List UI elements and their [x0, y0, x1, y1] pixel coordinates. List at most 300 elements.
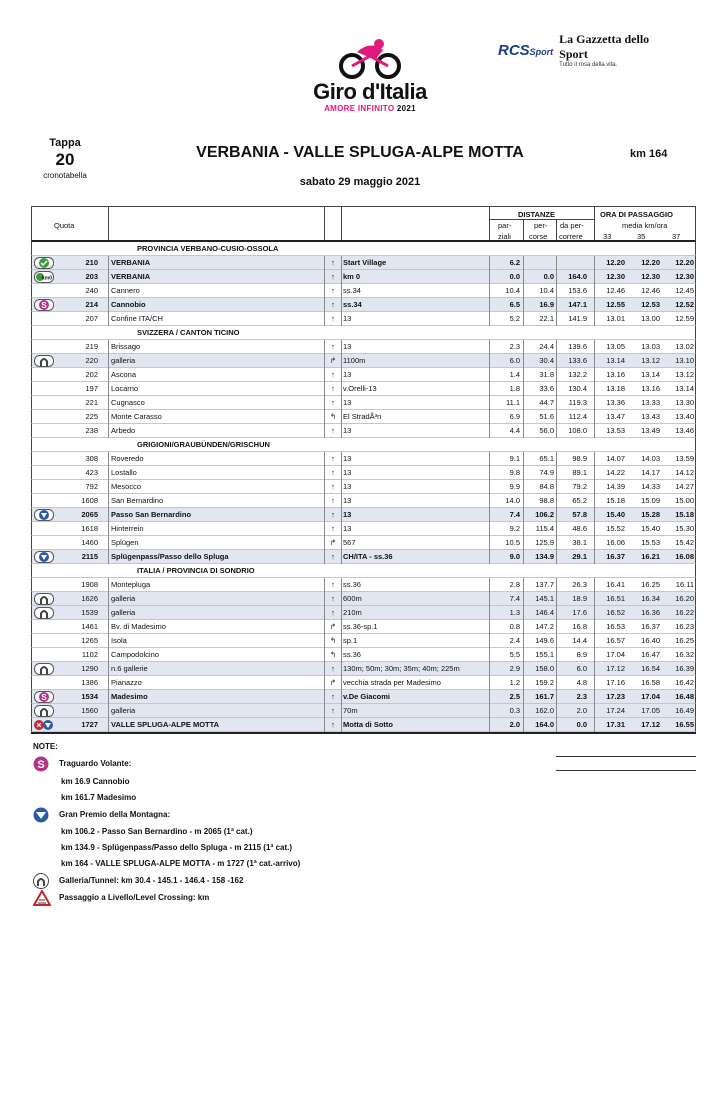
cell-o35: 13.33 — [641, 398, 660, 407]
table-row — [31, 340, 696, 354]
cell-arrow: ↑ — [331, 482, 335, 491]
cell-o37: 12.59 — [675, 314, 694, 323]
cell-o37: 13.59 — [675, 454, 694, 463]
cell-o33: 13.47 — [606, 412, 625, 421]
cell-arrow: ↑ — [331, 384, 335, 393]
cell-loc: Confine ITA/CH — [111, 314, 163, 323]
cell-dapc: 98.9 — [572, 454, 587, 463]
cell-parz: 5.2 — [509, 314, 520, 323]
table-row — [31, 662, 696, 676]
table-row — [31, 648, 696, 662]
cell-road: 567 — [343, 538, 356, 547]
cell-arrow: ↑ — [331, 706, 335, 715]
cell-loc: Splügenpass/Passo dello Spluga — [111, 552, 229, 561]
section-title: ITALIA / PROVINCIA DI SONDRIO — [137, 566, 255, 575]
cell-parz: 0.0 — [509, 272, 520, 281]
cell-parz: 0.8 — [509, 622, 520, 631]
cell-o35: 15.09 — [641, 496, 660, 505]
table-row — [31, 312, 696, 326]
table-row — [31, 690, 696, 704]
start-icon — [34, 257, 54, 269]
cell-o37: 16.23 — [675, 622, 694, 631]
cell-o37: 16.39 — [675, 664, 694, 673]
cell-loc: galleria — [111, 356, 136, 365]
cell-road: 600m — [343, 594, 362, 603]
cell-loc: Hinterrein — [111, 524, 144, 533]
cell-road: ss.34 — [343, 286, 361, 295]
giro-wordmark: Giro d'Italia — [313, 79, 427, 104]
cell-parz: 9.9 — [509, 482, 520, 491]
cell-o35: 13.14 — [641, 370, 660, 379]
cell-o35: 13.12 — [641, 356, 660, 365]
cell-perc: 16.9 — [539, 300, 554, 309]
cell-o33: 13.01 — [606, 314, 625, 323]
cell-road: 13 — [343, 482, 352, 491]
table-row — [31, 410, 696, 424]
cell-parz: 7.4 — [509, 510, 520, 519]
cell-loc: Ascona — [111, 370, 137, 379]
cell-quota: 1618 — [81, 524, 98, 533]
stage-number: 20 — [55, 150, 75, 169]
cell-parz: 0.3 — [509, 706, 520, 715]
cell-quota: 2065 — [81, 510, 98, 519]
cell-o33: 16.52 — [606, 608, 625, 617]
cell-road: v.Orelli-13 — [343, 384, 377, 393]
signature-line-1 — [556, 756, 696, 757]
cell-loc: Monte Carasso — [111, 412, 162, 421]
cell-road: 13 — [343, 496, 352, 505]
cell-perc: 10.4 — [539, 286, 554, 295]
cell-quota: 1534 — [81, 692, 98, 701]
cell-perc: 137.7 — [535, 580, 554, 589]
table-row — [31, 424, 696, 438]
cell-o35: 17.12 — [641, 720, 660, 729]
svg-text:km0: km0 — [41, 275, 53, 282]
section-header — [31, 326, 696, 340]
cell-o33: 14.22 — [606, 468, 625, 477]
cell-loc: VERBANIA — [111, 258, 151, 267]
cell-o35: 16.54 — [641, 664, 660, 673]
tunnel-icon — [33, 873, 49, 889]
stage-number-block — [30, 137, 100, 180]
cell-road: 13 — [343, 454, 352, 463]
tunnel-icon — [34, 705, 54, 717]
cell-o35: 12.46 — [641, 286, 660, 295]
table-row — [31, 550, 696, 564]
stage-title: VERBANIA - VALLE SPLUGA-ALPE MOTTA — [196, 144, 524, 161]
col-parziali-b: ziali — [498, 232, 511, 241]
cell-o37: 16.55 — [675, 720, 694, 729]
cell-parz: 7.4 — [509, 594, 520, 603]
cell-parz: 9.0 — [509, 552, 520, 561]
cell-parz: 2.8 — [509, 580, 520, 589]
tunnel-icon — [34, 663, 54, 675]
cell-dapc: 6.0 — [576, 664, 587, 673]
cell-quota: 214 — [85, 300, 98, 309]
cell-o37: 15.30 — [675, 524, 694, 533]
cell-quota: 1626 — [81, 594, 98, 603]
cell-o37: 16.32 — [675, 650, 694, 659]
cell-dapc: 133.6 — [568, 356, 587, 365]
table-row — [31, 536, 696, 550]
cell-o35: 16.34 — [641, 594, 660, 603]
cell-arrow: ↑ — [331, 286, 335, 295]
cell-o33: 14.39 — [606, 482, 625, 491]
cell-o33: 16.57 — [606, 636, 625, 645]
cell-road: Start Village — [343, 258, 387, 267]
cell-arrow: ↑ — [331, 608, 335, 617]
cell-o33: 17.16 — [606, 678, 625, 687]
sprint-icon — [34, 299, 54, 311]
cell-road: ss.36 — [343, 650, 361, 659]
stage-type: cronotabella — [43, 171, 87, 180]
cell-o37: 14.27 — [675, 482, 694, 491]
col-ora: ORA DI PASSAGGIO — [600, 210, 673, 219]
sprint-icon — [33, 756, 49, 772]
cell-perc: 164.0 — [535, 720, 554, 729]
cell-dapc: 139.6 — [568, 342, 587, 351]
stage-date: sabato 29 maggio 2021 — [299, 176, 421, 188]
cell-road: km 0 — [343, 272, 361, 281]
notes-title: NOTE: — [33, 742, 58, 751]
cell-quota: 210 — [85, 258, 98, 267]
cell-loc: Roveredo — [111, 454, 144, 463]
cell-parz: 10.5 — [505, 538, 520, 547]
cell-o33: 13.16 — [606, 370, 625, 379]
cell-o35: 15.28 — [641, 510, 660, 519]
cell-quota: 1560 — [81, 706, 98, 715]
section-header — [31, 438, 696, 452]
cell-dapc: 17.6 — [572, 608, 587, 617]
cell-o33: 13.36 — [606, 398, 625, 407]
table-row — [31, 606, 696, 620]
table-row — [31, 480, 696, 494]
note-galleria: Galleria/Tunnel: km 30.4 - 145.1 - 146.4 - 158 -162 — [59, 876, 244, 885]
cell-perc: 65.1 — [539, 454, 554, 463]
cell-parz: 9.1 — [509, 454, 520, 463]
table-row — [31, 368, 696, 382]
cell-loc: Campodolcino — [111, 650, 159, 659]
cell-perc: 84.8 — [539, 482, 554, 491]
cell-perc: 106.2 — [535, 510, 554, 519]
cell-parz: 10.4 — [505, 286, 520, 295]
cell-o35: 12.20 — [641, 258, 660, 267]
cell-perc: 30.4 — [539, 356, 554, 365]
cell-o37: 16.11 — [675, 580, 694, 589]
cell-arrow: ↑ — [331, 258, 335, 267]
cell-road: 13 — [343, 370, 352, 379]
cell-loc: Lostallo — [111, 468, 137, 477]
cell-quota: 207 — [85, 314, 98, 323]
cell-loc: Mesocco — [111, 482, 142, 491]
cell-o33: 12.20 — [606, 258, 625, 267]
cell-road: ss.34 — [343, 300, 362, 309]
cell-o37: 16.08 — [675, 552, 694, 561]
cell-o37: 13.12 — [675, 370, 694, 379]
cell-o35: 14.17 — [641, 468, 660, 477]
cell-parz: 4.4 — [509, 426, 520, 435]
cell-arrow: ↑ — [331, 398, 335, 407]
cell-parz: 5.5 — [509, 650, 520, 659]
cell-quota: 203 — [85, 272, 98, 281]
table-row — [31, 634, 696, 648]
col-dapercorrere-a: da per- — [560, 221, 584, 230]
stage-distance: km 164 — [630, 148, 668, 160]
cell-o33: 14.07 — [606, 454, 625, 463]
cell-arrow: ↱ — [329, 678, 337, 687]
cell-dapc: 164.0 — [568, 272, 587, 281]
col-speed-35: 35 — [637, 232, 646, 241]
cell-o37: 13.10 — [675, 356, 694, 365]
cell-o33: 15.52 — [606, 524, 625, 533]
cell-arrow: ↑ — [331, 426, 335, 435]
cell-o37: 12.52 — [675, 300, 694, 309]
cell-arrow: ↱ — [329, 622, 337, 631]
cell-quota: 1461 — [81, 622, 98, 631]
table-row — [31, 494, 696, 508]
cell-o35: 17.05 — [641, 706, 660, 715]
cell-o37: 14.12 — [675, 468, 694, 477]
cell-o35: 13.49 — [641, 426, 660, 435]
cell-o33: 13.18 — [606, 384, 625, 393]
cell-o35: 13.16 — [641, 384, 660, 393]
cell-road: CH/ITA - ss.36 — [343, 552, 393, 561]
cell-loc: Isola — [111, 636, 127, 645]
cell-road: ss.36-sp.1 — [343, 622, 378, 631]
table-row — [31, 704, 696, 718]
svg-text:S: S — [41, 693, 47, 702]
cell-quota: 1908 — [81, 580, 98, 589]
giro-logo — [300, 38, 440, 130]
cell-o37: 16.42 — [675, 678, 694, 687]
col-percorse-b: corse — [529, 232, 548, 241]
section-title: GRIGIONI/GRAUBÜNDEN/GRISCHUN — [137, 440, 270, 449]
cell-quota: 2115 — [81, 552, 98, 561]
note-gpm-2: km 134.9 - Splügenpass/Passo dello Spluga - m 2115 (1ª cat.) — [61, 843, 293, 852]
cell-dapc: 79.2 — [572, 482, 587, 491]
cell-o35: 16.47 — [641, 650, 660, 659]
table-row — [31, 396, 696, 410]
cell-loc: Madesimo — [111, 692, 148, 701]
cell-parz: 2.9 — [509, 664, 520, 673]
cell-road: 13 — [343, 426, 352, 435]
rcs-logo: RCSSport — [498, 41, 554, 59]
table-header — [31, 206, 696, 242]
svg-text:S: S — [37, 759, 45, 771]
cell-o37: 13.30 — [675, 398, 694, 407]
cell-o35: 16.58 — [641, 678, 660, 687]
cell-perc: 146.4 — [535, 608, 554, 617]
cell-dapc: 26.3 — [572, 580, 587, 589]
cell-quota: 225 — [85, 412, 98, 421]
cell-o35: 16.40 — [641, 636, 660, 645]
cell-dapc: 108.0 — [568, 426, 587, 435]
cyclist-icon — [335, 38, 405, 80]
cell-dapc: 65.2 — [572, 496, 587, 505]
cell-o35: 12.30 — [641, 272, 660, 281]
cell-parz: 6.9 — [509, 412, 520, 421]
partner-logos — [498, 34, 668, 66]
cell-quota: 240 — [85, 286, 98, 295]
cell-o37: 16.25 — [675, 636, 694, 645]
cell-o35: 14.33 — [641, 482, 660, 491]
cell-quota: 238 — [85, 426, 98, 435]
cell-perc: 44.7 — [539, 398, 554, 407]
cell-o35: 16.37 — [641, 622, 660, 631]
cell-road: 1100m — [343, 356, 366, 365]
cell-perc: 24.4 — [539, 342, 554, 351]
cell-quota: 197 — [85, 384, 98, 393]
table-row — [31, 270, 696, 284]
cell-o35: 13.03 — [641, 342, 660, 351]
col-percorse-a: per- — [534, 221, 548, 230]
cell-dapc: 8.9 — [576, 650, 587, 659]
level-crossing-icon — [33, 890, 51, 906]
cell-quota: 1727 — [81, 720, 98, 729]
cell-arrow: ↰ — [329, 412, 337, 421]
col-speed-33: 33 — [603, 232, 612, 241]
cell-arrow: ↰ — [329, 650, 337, 659]
cell-arrow: ↱ — [329, 356, 337, 365]
cell-loc: galleria — [111, 706, 136, 715]
cell-arrow: ↑ — [331, 272, 335, 281]
cell-loc: galleria — [111, 594, 136, 603]
cell-arrow: ↑ — [331, 720, 335, 729]
cell-parz: 1.4 — [509, 370, 520, 379]
cell-road: 13 — [343, 342, 352, 351]
cell-parz: 6.0 — [509, 356, 520, 365]
cell-road: 13 — [343, 314, 352, 323]
cell-loc: San Bernardino — [111, 496, 164, 505]
table-body — [31, 242, 696, 734]
cell-o33: 16.06 — [606, 538, 625, 547]
cell-road: 13 — [343, 510, 352, 519]
cell-o37: 13.02 — [675, 342, 694, 351]
cell-o33: 12.55 — [606, 300, 625, 309]
cell-parz: 1.2 — [509, 678, 520, 687]
cell-perc: 22.1 — [539, 314, 554, 323]
cell-o35: 13.43 — [641, 412, 660, 421]
cell-quota: 219 — [85, 342, 98, 351]
cell-perc: 125.9 — [535, 538, 554, 547]
cell-parz: 9.2 — [509, 524, 520, 533]
cell-perc: 155.1 — [535, 650, 554, 659]
cell-quota: 220 — [85, 356, 98, 365]
gpm-icon — [34, 509, 54, 521]
cell-parz: 6.2 — [509, 258, 520, 267]
cell-arrow: ↑ — [331, 496, 335, 505]
tunnel-icon — [34, 607, 54, 619]
cell-o35: 16.36 — [641, 608, 660, 617]
note-traguardo: Traguardo Volante: — [59, 759, 132, 768]
cell-quota: 221 — [85, 398, 98, 407]
cell-arrow: ↑ — [331, 300, 335, 309]
cell-perc: 98.8 — [539, 496, 554, 505]
cell-dapc: 38.1 — [572, 538, 587, 547]
cell-perc: 158.0 — [535, 664, 554, 673]
cell-dapc: 147.1 — [568, 300, 587, 309]
col-parziali-a: par- — [498, 221, 512, 230]
cell-o33: 13.53 — [606, 426, 625, 435]
finish-icon — [34, 719, 54, 731]
cell-o37: 15.42 — [675, 538, 694, 547]
note-tv-2: km 161.7 Madesimo — [61, 793, 137, 802]
cell-dapc: 18.9 — [572, 594, 587, 603]
sprint-icon — [34, 691, 54, 703]
cell-road: 13 — [343, 398, 352, 407]
cell-dapc: 141.9 — [568, 314, 587, 323]
km0-icon — [34, 271, 54, 283]
cell-road: v.De Giacomi — [343, 692, 390, 701]
cell-loc: n.6 gallerie — [111, 664, 148, 673]
cell-o37: 15.00 — [675, 496, 694, 505]
cell-arrow: ↑ — [331, 664, 335, 673]
table-row — [31, 382, 696, 396]
cell-loc: Passo San Bernardino — [111, 510, 192, 519]
cell-perc: 147.2 — [535, 622, 554, 631]
table-row — [31, 452, 696, 466]
cell-o33: 13.14 — [606, 356, 625, 365]
cell-o33: 12.30 — [606, 272, 625, 281]
cell-quota: 792 — [85, 482, 98, 491]
col-quota: Quota — [54, 221, 75, 230]
cell-o37: 12.45 — [675, 286, 694, 295]
table-row — [31, 592, 696, 606]
table-row — [31, 676, 696, 690]
note-gpm-3: km 164 - VALLE SPLUGA-ALPE MOTTA - m 1727 (1ª cat.-arrivo) — [61, 859, 301, 868]
cell-arrow: ↑ — [331, 692, 335, 701]
cell-quota: 1608 — [81, 496, 98, 505]
cell-quota: 1539 — [81, 608, 98, 617]
cell-quota: 1460 — [81, 538, 98, 547]
svg-text:S: S — [41, 301, 47, 310]
cell-o33: 12.46 — [606, 286, 625, 295]
cell-arrow: ↑ — [331, 524, 335, 533]
cell-loc: Cannero — [111, 286, 140, 295]
cell-road: 210m — [343, 608, 362, 617]
table-row — [31, 256, 696, 270]
cell-perc: 56.0 — [539, 426, 554, 435]
cell-road: El StradÃ³n — [343, 412, 382, 421]
cell-parz: 2.0 — [509, 720, 520, 729]
cell-dapc: 4.8 — [576, 678, 587, 687]
cell-o37: 15.18 — [675, 510, 694, 519]
cell-loc: galleria — [111, 608, 136, 617]
gpm-icon — [34, 551, 54, 563]
cell-loc: Arbedo — [111, 426, 136, 435]
cell-quota: 1386 — [81, 678, 98, 687]
cell-road: vecchia strada per Madesimo — [343, 678, 441, 687]
cell-o35: 12.53 — [641, 300, 660, 309]
cell-perc: 74.9 — [539, 468, 554, 477]
tappa-label: Tappa — [49, 137, 81, 149]
note-gpm-1: km 106.2 - Passo San Bernardino - m 2065 (1ª cat.) — [61, 827, 253, 836]
cell-o37: 16.48 — [675, 692, 694, 701]
gpm-icon — [33, 807, 49, 823]
cell-arrow: ↑ — [331, 552, 335, 561]
cell-o33: 15.18 — [606, 496, 625, 505]
note-tv-1: km 16.9 Cannobio — [61, 777, 130, 786]
section-header — [31, 242, 696, 256]
cell-quota: 308 — [85, 454, 98, 463]
table-row — [31, 522, 696, 536]
cell-perc: 145.1 — [535, 594, 554, 603]
cell-loc: VERBANIA — [111, 272, 151, 281]
cell-o37: 16.49 — [675, 706, 694, 715]
cell-dapc: 14.4 — [572, 636, 587, 645]
cell-o35: 15.53 — [641, 538, 660, 547]
cell-perc: 31.8 — [539, 370, 554, 379]
